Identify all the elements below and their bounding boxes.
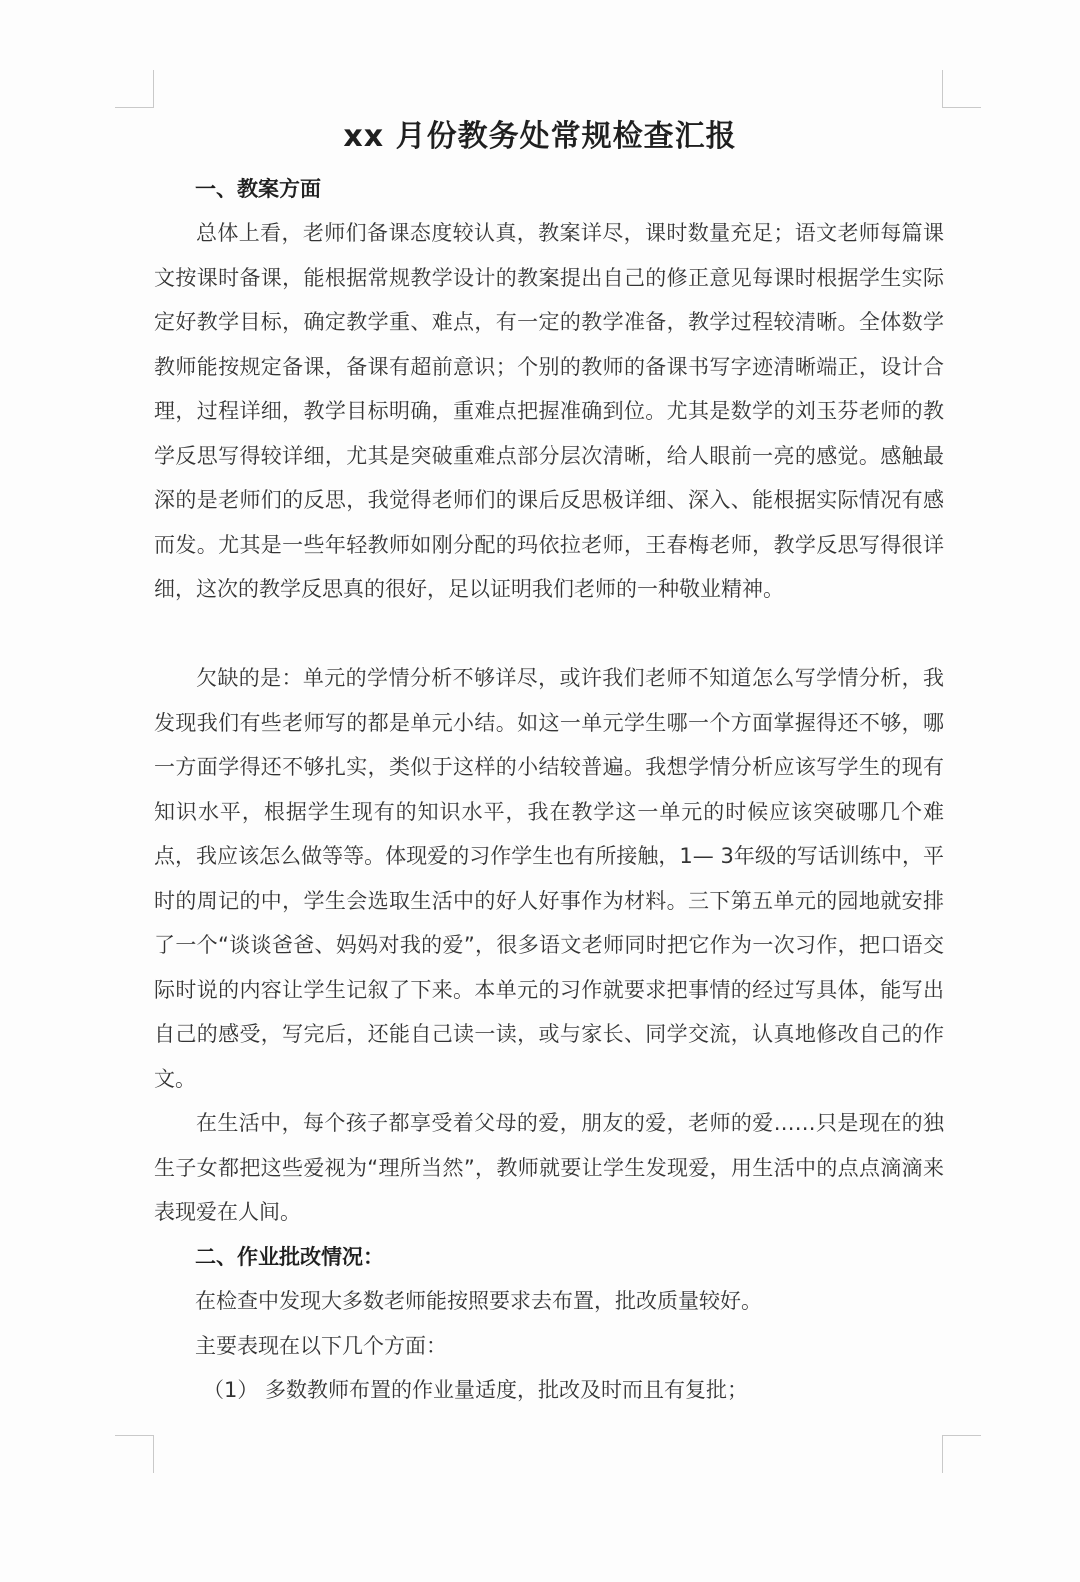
crop-mark-top-right-h <box>943 107 981 108</box>
document-title: xx 月份教务处常规检查汇报 <box>343 119 737 154</box>
homework-item-1: （1） 多数教师布置的作业量适度，批改及时而且有复批； <box>203 1378 749 1402</box>
section-heading-homework: 二、作业批改情况： <box>195 1245 384 1269</box>
homework-summary-line: 在检查中发现大多数老师能按照要求去布置，批改质量较好。 <box>195 1289 762 1313</box>
crop-mark-bottom-left-h <box>115 1435 153 1436</box>
crop-mark-bottom-left-v <box>153 1435 154 1473</box>
crop-mark-top-right-v <box>942 70 943 108</box>
paragraph-lesson-plan-overview: 总体上看，老师们备课态度较认真，教案详尽，课时数量充足；语文老师每篇课文按课时备课，能根据常规教学设计的教案提出自己的修正意见每课时根据学生实际定好教学目标，确定教学重、难点，有一定的教学准备，教学过程较清晰。全体数学教师能按规定备课，备课有超前意识；个别的教师的备课书写字迹清晰端正，设计合理，过程详细，教学目标明确，重难点把握准确到位。尤其是数学的刘玉芬老师的教学反思写得较详细，尤其是突破重难点部分层次清晰，给人眼前一亮的感觉。感触最深的是老师们的反思，我觉得老师们的课后反思极详细、深入、能根据实际情况有感而发。尤其是一些年轻教师如刚分配的玛依拉老师，王春梅老师，教学反思写得很详细，这次的教学反思真的很好，足以证明我们老师的一种敬业精神。 <box>154 221 944 601</box>
paragraph-love-in-life: 在生活中，每个孩子都享受着父母的爱，朋友的爱，老师的爱……只是现在的独生子女都把这些爱视为“理所当然”，教师就要让学生发现爱，用生活中的点点滴滴来表现爱在人间。 <box>154 1111 944 1224</box>
crop-mark-top-left-h <box>115 107 153 108</box>
homework-aspects-intro: 主要表现在以下几个方面： <box>195 1334 447 1358</box>
crop-mark-bottom-right-v <box>942 1435 943 1473</box>
crop-mark-top-left-v <box>153 70 154 108</box>
crop-mark-bottom-right-h <box>943 1435 981 1436</box>
section-heading-lesson-plans: 一、教案方面 <box>195 177 321 201</box>
paragraph-shortcomings: 欠缺的是：单元的学情分析不够详尽，或许我们老师不知道怎么写学情分析，我发现我们有些老师写的都是单元小结。如这一单元学生哪一个方面掌握得还不够，哪一方面学得还不够扎实，类似于这样的小结较普遍。我想学情分析应该写学生的现有知识水平，根据学生现有的知识水平，我在教学这一单元的时候应该突破哪几个难点，我应该怎么做等等。体现爱的习作学生也有所接触，1— 3年级的写话训练中，平时的周记的中，学生会选取生活中的好人好事作为材料。三下第五单元的园地就安排了一个“谈谈爸爸、妈妈对我的爱”，很多语文老师同时把它作为一次习作，把口语交际时说的内容让学生记叙了下来。本单元的习作就要求把事情的经过写具体，能写出自己的感受，写完后，还能自己读一读，或与家长、同学交流，认真地修改自己的作文。 <box>154 666 944 1091</box>
